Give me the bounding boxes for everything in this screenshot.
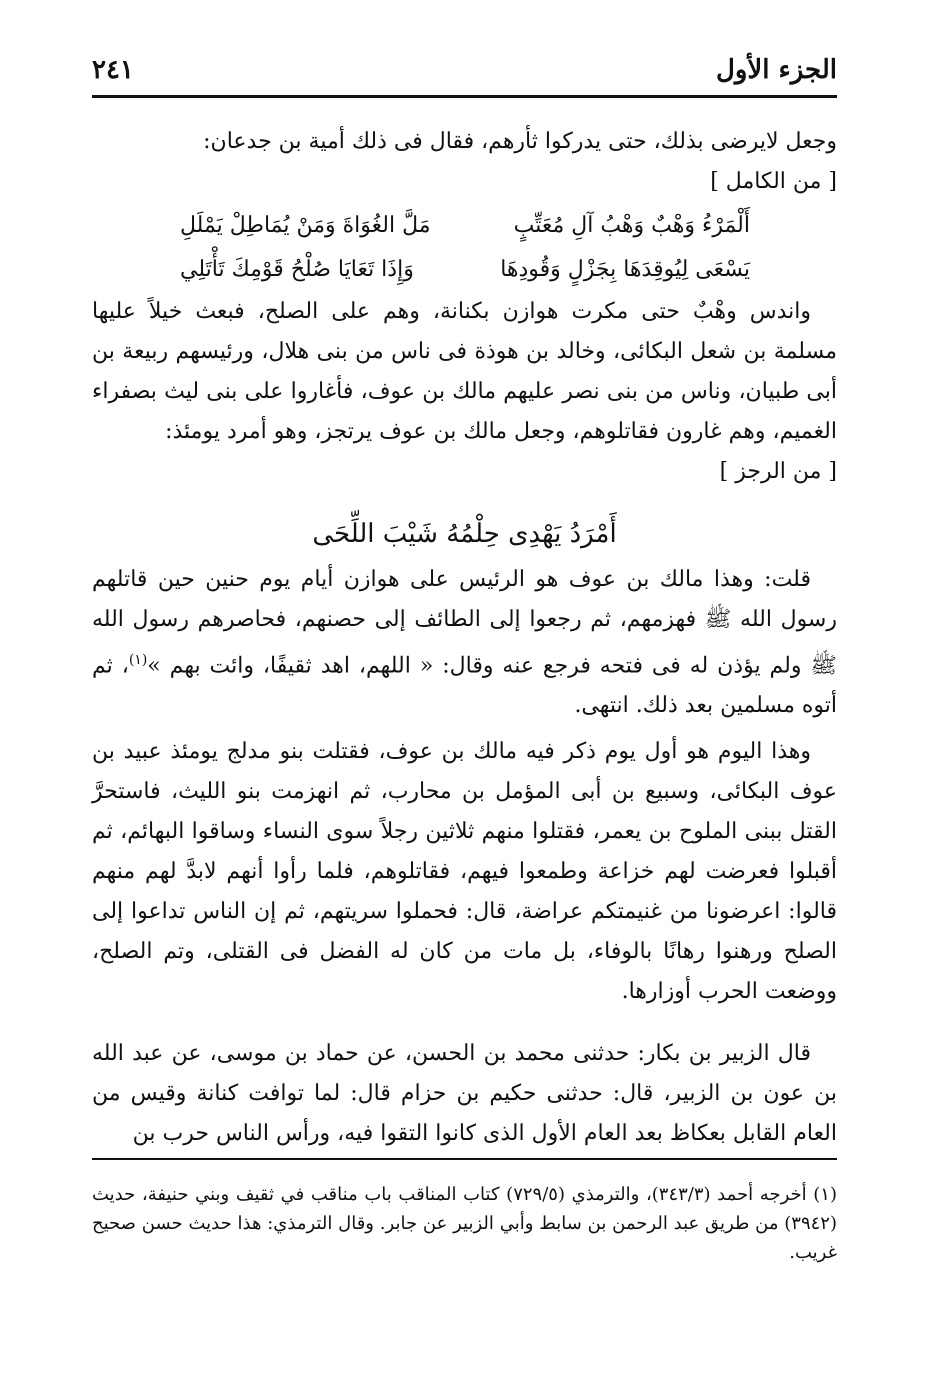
paragraph-text: قال الزبير بن بكار: حدثنى محمد بن الحسن، عن حماد بن موسى، عن عبد الله بن عون بن الزبير، قال: حدثنى حكيم بن حزام قال: لما توافت كنانة وقيس من العام القابل بعكاظ بعد العام الأول الذى كانوا التقوا فيه، ورأس الناس حرب بن bbox=[92, 1041, 837, 1146]
paragraph-text: واندس وهْبٌ حتى مكرت هوازن بكنانة، وهم على الصلح، فبعث خيلاً عليها مسلمة بن شعل البكائى، وخالد بن هوذة فى ناس من بنى هلال، ورئيسهم ربيعة بن أبى طبيان، وناس من بنى نصر عليهم مالك بن عوف، فأغاروا على بنى ليث بصفراء الغميم، وهم غارون فقاتلوهم، وجعل مالك بن عوف يرتجز، وهو أمرد يومئذ: bbox=[92, 299, 837, 444]
poem-verse bbox=[180, 248, 750, 292]
paragraph-segment: ، ثم أتوه مسلمين بعد ذلك. انتهى. bbox=[92, 653, 837, 719]
poem-block bbox=[180, 204, 750, 292]
paragraph-1 bbox=[92, 292, 837, 492]
page-number: ٢٤١ bbox=[92, 55, 134, 85]
paragraph-4 bbox=[92, 1034, 837, 1154]
footnote-marker: (١) bbox=[128, 652, 148, 668]
header-divider bbox=[92, 95, 837, 98]
verse-hemistich: أَلْمَرْءُ وَهْبٌ وَهْبُ آلِ مُعَتِّبٍ bbox=[513, 213, 750, 238]
verse-hemistich: وَإِذَا تَعَايَا صُلْحُ قَوْمِكَ تَأْتَلِي bbox=[180, 257, 414, 282]
paragraph-2 bbox=[92, 560, 837, 726]
poem-verse bbox=[180, 204, 750, 248]
meter-label-kamil: [ من الكامل ] bbox=[710, 169, 837, 194]
paragraph-text: وهذا اليوم هو أول يوم ذكر فيه مالك بن عوف، فقتلت بنو مدلج يومئذ عبيد بن عوف البكائى، وسبيع بن أبى المؤمل بن محارب، ثم انهزمت بنو الليث، فاستحرَّ القتل ببنى الملوح بن يعمر، فقتلوا منهم ثلاثين رجلاً سوى النساء وساقوا البهائم، ثم أقبلوا فعرضت لهم خزاعة وطمعوا فيهم، فقاتلوهم، فلما رأوا أنهم لابدَّ لهم منهم قالوا: اعرضونا من غنيمتكم عراضة، قال: فحملوا سريتهم، ثم إن الناس تداعوا إلى الصلح ورهنوا رهانًا بالوفاء، بل مات من كان له الفضل فى القتلى، وتم الصلح، ووضعت الحرب أوزارها. bbox=[92, 739, 837, 1004]
paragraph-segment: قلت: وهذا مالك بن عوف هو الرئيس على هوازن أيام يوم حنين حين قاتلهم رسول الله ﷺ فهزمهم، ثم رجعوا إلى الطائف إلى حصنهم، فحاصرهم رسول الله ﷺ ولم يؤذن له فى فتحه فرجع عنه وقال: « اللهم، اهد ثقيفًا، وائت بهم » bbox=[92, 567, 837, 679]
running-header bbox=[92, 48, 837, 92]
footnote-block bbox=[92, 1180, 837, 1267]
rajaz-verse: أَمْرَدُ يَهْدِى حِلْمُهُ شَيْبَ اللِّحَى bbox=[312, 519, 617, 549]
footnote-divider bbox=[92, 1158, 837, 1160]
chapter-title: الجزء الأول bbox=[715, 55, 837, 85]
verse-hemistich: يَسْعَى لِيُوقِدَهَا بِجَزْلٍ وَقُودِهَا bbox=[500, 257, 750, 282]
intro-block bbox=[92, 122, 837, 202]
verse-hemistich: مَلَّ الغُوَاةَ وَمَنْ يُمَاطِلْ يَمْلَلِ bbox=[180, 213, 431, 238]
intro-line: وجعل لايرضى بذلك، حتى يدركوا ثأرهم، فقال فى ذلك أمية بن جدعان: bbox=[203, 129, 837, 154]
footnote-text: (١) أخرجه أحمد (٣٤٣/٣)، والترمذي (٧٢٩/٥) كتاب المناقب باب مناقب في ثقيف وبني حنيفة، حديث (٣٩٤٢) من طريق عبد الرحمن بن سابط وأبي الزبير عن جابر. وقال الترمذي: هذا حديث حسن صحيح غريب. bbox=[92, 1184, 837, 1263]
paragraph-3 bbox=[92, 732, 837, 1012]
meter-label-rajaz: [ من الرجز ] bbox=[719, 459, 837, 484]
paragraph-text bbox=[92, 560, 837, 726]
